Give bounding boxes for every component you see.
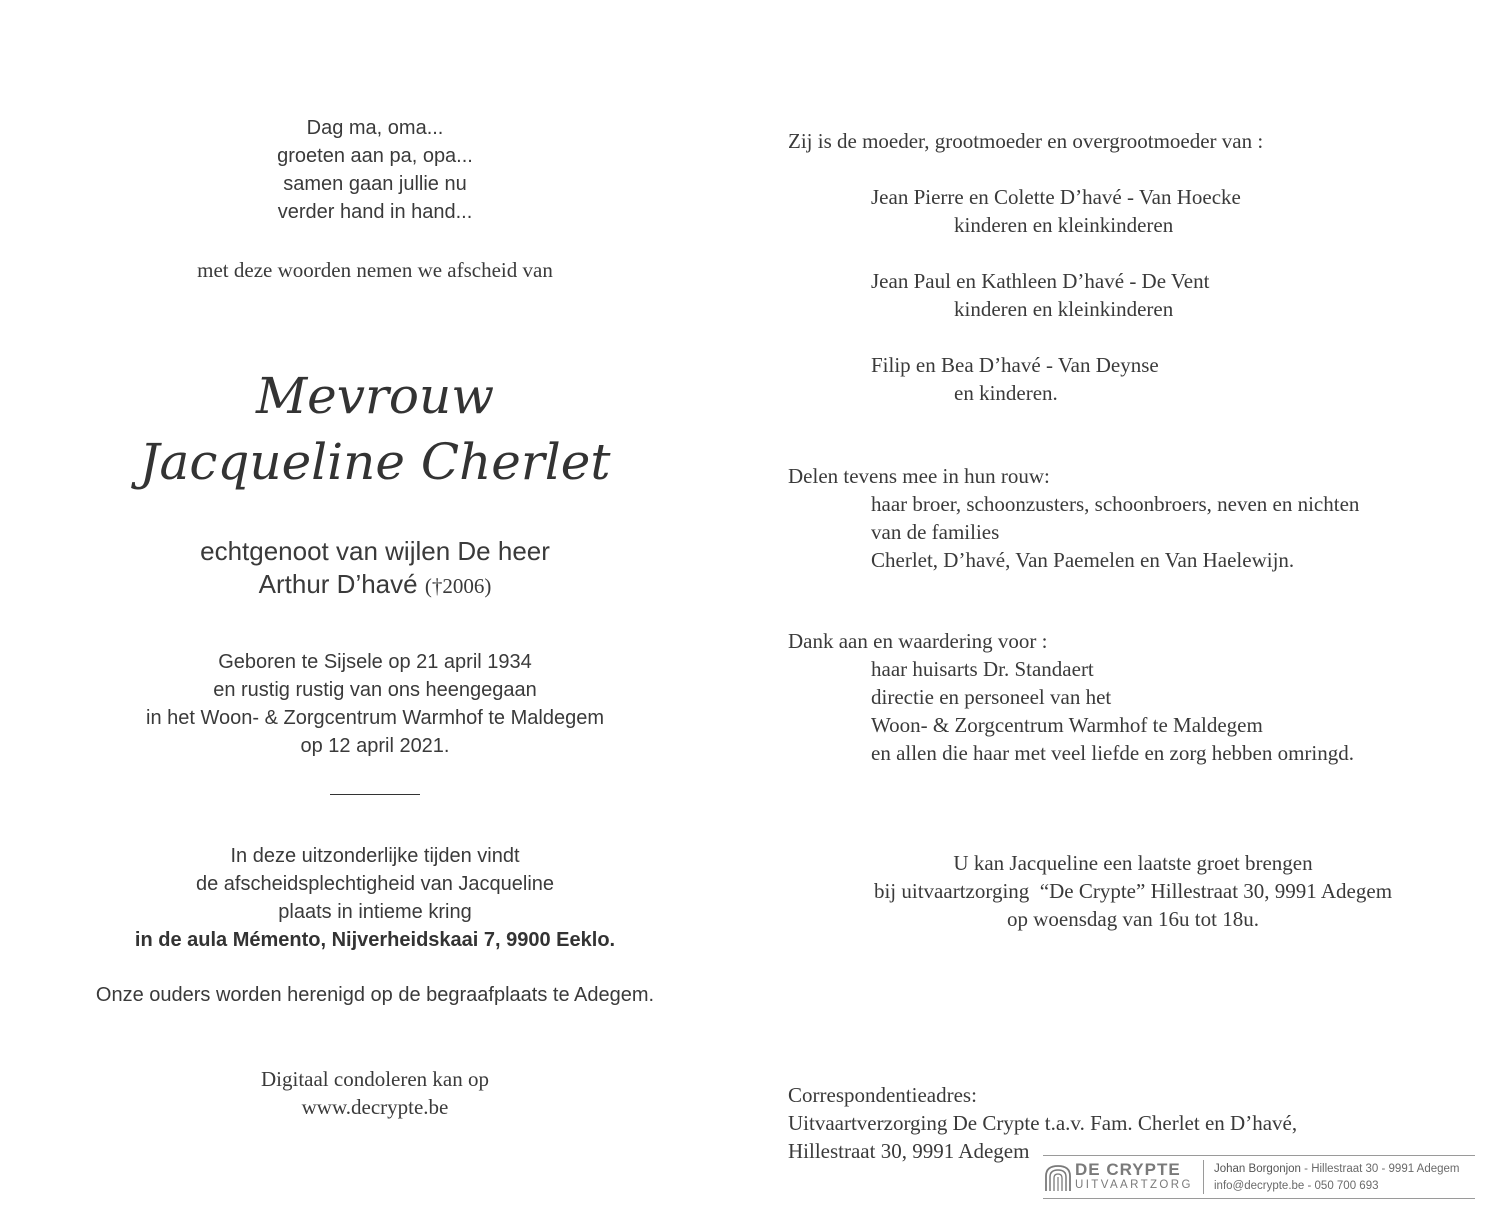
poem-line: groeten aan pa, opa... xyxy=(277,145,473,167)
contact-address: - Hillestraat 30 - 9991 Adegem xyxy=(1300,1163,1460,1175)
mother-of-heading: Zij is de moeder, grootmoeder en overgrootmoeder van : xyxy=(788,129,1264,153)
condolence-url[interactable]: www.decrypte.be xyxy=(301,1095,449,1119)
ceremony-location: in de aula Mémento, Nijverheidskaai 7, 9900 Eeklo. xyxy=(134,929,616,951)
mourning-line: van de families xyxy=(871,520,1000,544)
deceased-title: Mevrouw xyxy=(255,367,495,425)
thanks-section xyxy=(788,627,1488,767)
crypt-arch-logo-icon xyxy=(1045,1164,1071,1192)
correspondence-line: Uitvaartverzorging De Crypte t.a.v. Fam. Cherlet en D’havé, xyxy=(788,1111,1298,1135)
spouse-line: echtgenoot van wijlen De heer xyxy=(200,536,550,566)
thanks-heading: Dank aan en waardering voor : xyxy=(788,629,1048,653)
footer-rule xyxy=(1043,1155,1475,1156)
correspondence-address xyxy=(788,1081,1488,1165)
family-sub: en kinderen. xyxy=(954,381,1058,405)
birth-line: Geboren te Sijsele op 21 april 1934 xyxy=(218,651,532,673)
family-entry xyxy=(871,351,1241,407)
family-name: Jean Paul en Kathleen D’havé - De Vent xyxy=(871,269,1210,293)
birth-line: op 12 april 2021. xyxy=(300,735,450,757)
birth-line: in het Woon- & Zorgcentrum Warmhof te Maldegem xyxy=(146,707,604,729)
visitation-line: op woensdag van 16u tot 18u. xyxy=(1007,907,1259,931)
mourning-section xyxy=(788,462,1488,574)
divider-line xyxy=(330,794,420,795)
brand-subtitle: UITVAARTZORG xyxy=(1075,1179,1193,1191)
footer-rule xyxy=(1043,1198,1475,1199)
spouse-info xyxy=(40,535,710,603)
condolence-line: Digitaal condoleren kan op xyxy=(260,1067,489,1091)
birth-line: en rustig rustig van ons heengegaan xyxy=(213,679,537,701)
contact-line xyxy=(1214,1162,1460,1176)
mourning-heading: Delen tevens mee in hun rouw: xyxy=(788,464,1050,488)
brand-name: DE CRYPTE xyxy=(1075,1160,1181,1179)
visitation-line: U kan Jacqueline een laatste groet brengen xyxy=(953,851,1313,875)
spouse-death-year: (†2006) xyxy=(424,574,492,598)
birth-death-info xyxy=(40,648,710,760)
family-name: Jean Pierre en Colette D’havé - Van Hoecke xyxy=(871,185,1241,209)
ceremony-line: de afscheidsplechtigheid van Jacqueline xyxy=(195,873,555,895)
spouse-name: Arthur D’havé xyxy=(258,569,418,599)
deceased-name xyxy=(40,363,710,495)
poem-line: samen gaan jullie nu xyxy=(283,173,467,195)
footer-separator xyxy=(1203,1160,1204,1194)
burial-info: Onze ouders worden herenigd op de begraafplaats te Adegem. xyxy=(95,984,655,1006)
visitation-info xyxy=(788,849,1478,933)
poem-line: Dag ma, oma... xyxy=(306,117,444,139)
farewell-intro: met deze woorden nemen we afscheid van xyxy=(197,258,553,282)
family-name: Filip en Bea D’havé - Van Deynse xyxy=(871,353,1159,377)
contact-email-phone[interactable]: info@decrypte.be - 050 700 693 xyxy=(1214,1180,1379,1192)
thanks-line: en allen die haar met veel liefde en zorg hebben omringd. xyxy=(871,741,1354,765)
family-sub: kinderen en kleinkinderen xyxy=(954,213,1174,237)
visitation-line: bij uitvaartzorging “De Crypte” Hillestraat 30, 9991 Adegem xyxy=(873,879,1393,903)
family-entry xyxy=(871,267,1241,323)
mourning-line: haar broer, schoonzusters, schoonbroers, neven en nichten xyxy=(871,492,1360,516)
thanks-line: haar huisarts Dr. Standaert xyxy=(871,657,1094,681)
mourning-line: Cherlet, D’havé, Van Paemelen en Van Haelewijn. xyxy=(871,548,1295,572)
ceremony-info xyxy=(40,842,710,954)
family-entry xyxy=(871,183,1241,239)
thanks-line: Woon- & Zorgcentrum Warmhof te Maldegem xyxy=(871,713,1263,737)
contact-name: Johan Borgonjon xyxy=(1214,1163,1301,1175)
thanks-line: directie en personeel van het xyxy=(871,685,1112,709)
poem xyxy=(40,114,710,226)
correspondence-line: Hillestraat 30, 9991 Adegem xyxy=(788,1139,1030,1163)
deceased-full-name: Jacqueline Cherlet xyxy=(139,433,611,491)
condolence-info xyxy=(40,1065,710,1121)
correspondence-heading: Correspondentieadres: xyxy=(788,1083,977,1107)
ceremony-line: In deze uitzonderlijke tijden vindt xyxy=(230,845,520,867)
spouse-line xyxy=(40,568,710,603)
funeral-home-footer xyxy=(1043,1155,1475,1199)
ceremony-line: plaats in intieme kring xyxy=(278,901,472,923)
family-sub: kinderen en kleinkinderen xyxy=(954,297,1174,321)
family-list xyxy=(871,183,1241,435)
poem-line: verder hand in hand... xyxy=(277,201,473,223)
